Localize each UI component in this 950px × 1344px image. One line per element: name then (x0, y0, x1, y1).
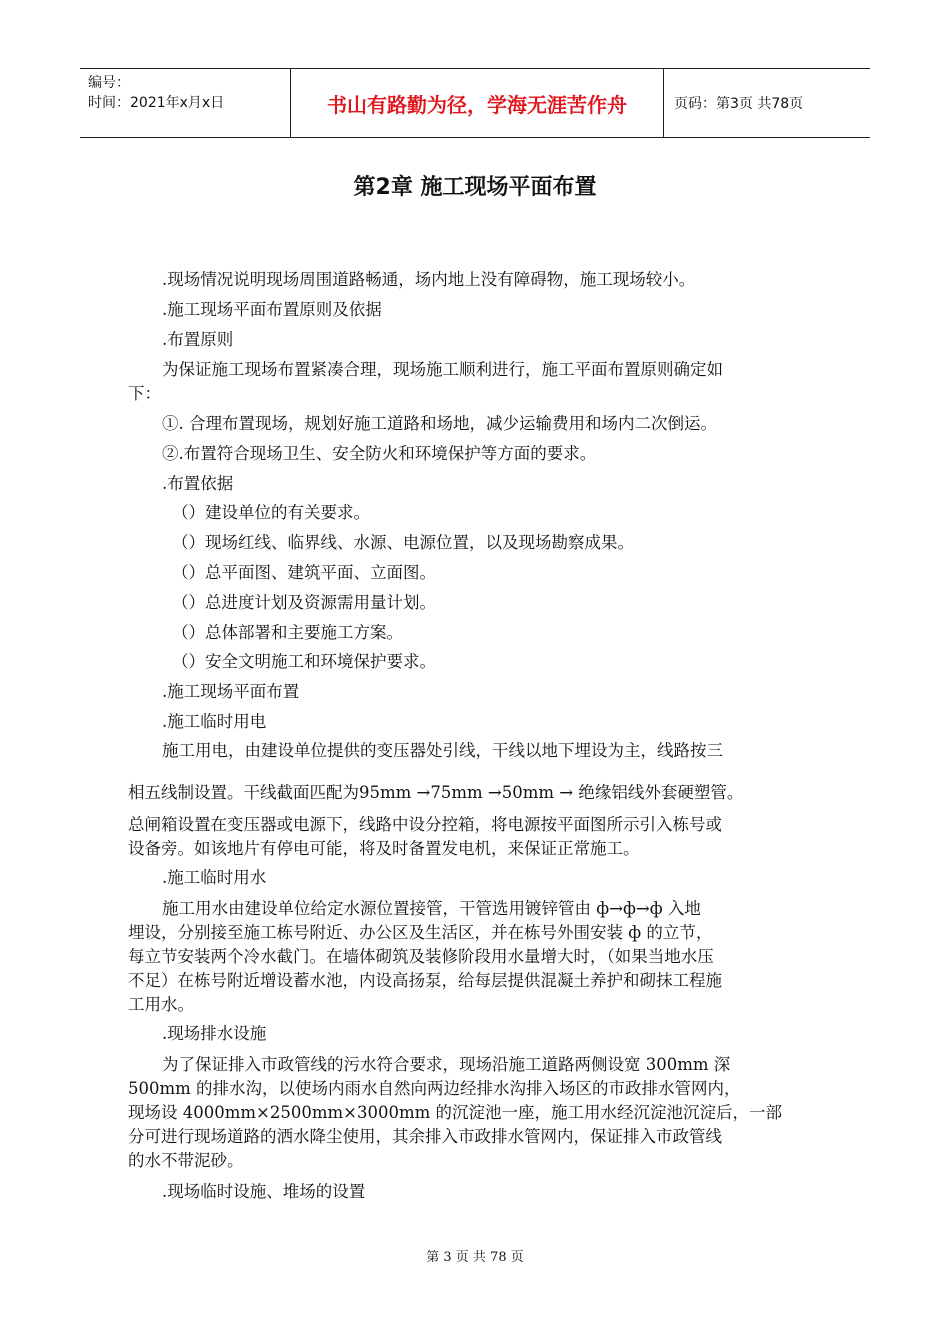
body-line: 500mm 的排水沟，以使场内雨水自然向两边经排水沟排入场区的市政排水管网内， (128, 1079, 741, 1098)
body-line: （）总平面图、建筑平面、立面图。 (172, 563, 436, 582)
header-meta (80, 69, 291, 137)
body-line: 埋设，分别接至施工栋号附近、办公区及生活区，并在栋号外围安装 ф 的立节， (128, 923, 713, 942)
body-line: 现场设 4000mm×2500mm×3000mm 的沉淀池一座，施工用水经沉淀池沉淀后，一部 (128, 1103, 782, 1122)
body-line: 下： (128, 384, 161, 403)
body-line: .施工现场平面布置原则及依据 (162, 300, 382, 319)
body-line: .布置原则 (162, 330, 234, 349)
page-label: 页码：第3页 共78页 (674, 96, 804, 112)
body-line: 设备旁。如该地片有停电可能，将及时备置发电机，来保证正常施工。 (128, 839, 640, 858)
code-label: 编号： (88, 75, 130, 91)
body-line: 施工用水由建设单位给定水源位置接管，干管选用镀锌管由 ф→ф→ф 入地 (162, 899, 701, 918)
body-line: .施工临时用电 (162, 712, 267, 731)
body-line: （）总进度计划及资源需用量计划。 (172, 593, 436, 612)
body-line: .现场情况说明现场周围道路畅通，场内地上没有障碍物，施工现场较小。 (162, 270, 696, 289)
body-line: （）现场红线、临界线、水源、电源位置，以及现场勘察成果。 (172, 533, 634, 552)
body-line: ②.布置符合现场卫生、安全防火和环境保护等方面的要求。 (162, 444, 597, 463)
body-line: .现场临时设施、堆场的设置 (162, 1182, 366, 1201)
page-header (80, 68, 870, 138)
body-line: 每立节安装两个冷水截门。在墙体砌筑及装修阶段用水量增大时，（如果当地水压 (128, 947, 714, 966)
body-line: （）安全文明施工和环境保护要求。 (172, 652, 436, 671)
body-line: 的水不带泥砂。 (128, 1151, 244, 1170)
motto: 书山有路勤为径，学海无涯苦作舟 (291, 69, 664, 137)
body-line: 不足）在栋号附近增设蓄水池，内设高扬泵，给每层提供混凝土养护和砌抹工程施 (128, 971, 722, 990)
body-line: ①. 合理布置现场，规划好施工道路和场地，减少运输费用和场内二次倒运。 (162, 414, 717, 433)
body-line: 施工用电，由建设单位提供的变压器处引线，干线以地下埋设为主，线路按三 (162, 741, 723, 760)
body-line: （）建设单位的有关要求。 (172, 503, 370, 522)
body-line: 总闸箱设置在变压器或电源下，线路中设分控箱，将电源按平面图所示引入栋号或 (128, 815, 722, 834)
date-label: 时间：2021年x月x日 (88, 95, 225, 111)
chapter-title: 第2章 施工现场平面布置 (353, 175, 597, 200)
body-line: .现场排水设施 (162, 1024, 267, 1043)
page-footer: 第 3 页 共 78 页 (426, 1250, 524, 1265)
body-line: .施工临时用水 (162, 868, 267, 887)
body-line: 分可进行现场道路的洒水降尘使用，其余排入市政排水管网内，保证排入市政管线 (128, 1127, 722, 1146)
body-line: （）总体部署和主要施工方案。 (172, 623, 403, 642)
body-line: 为保证施工现场布置紧凑合理，现场施工顺利进行，施工平面布置原则确定如 (162, 360, 723, 379)
body-line: .布置依据 (162, 474, 234, 493)
body-line: .施工现场平面布置 (162, 682, 300, 701)
body-line: 相五线制设置。干线截面匹配为95mm →75mm →50mm → 绝缘铝线外套硬塑管。 (128, 783, 744, 802)
body-line: 为了保证排入市政管线的污水符合要求，现场沿施工道路两侧设宽 300mm 深 (162, 1055, 731, 1074)
body-line: 工用水。 (128, 995, 194, 1014)
